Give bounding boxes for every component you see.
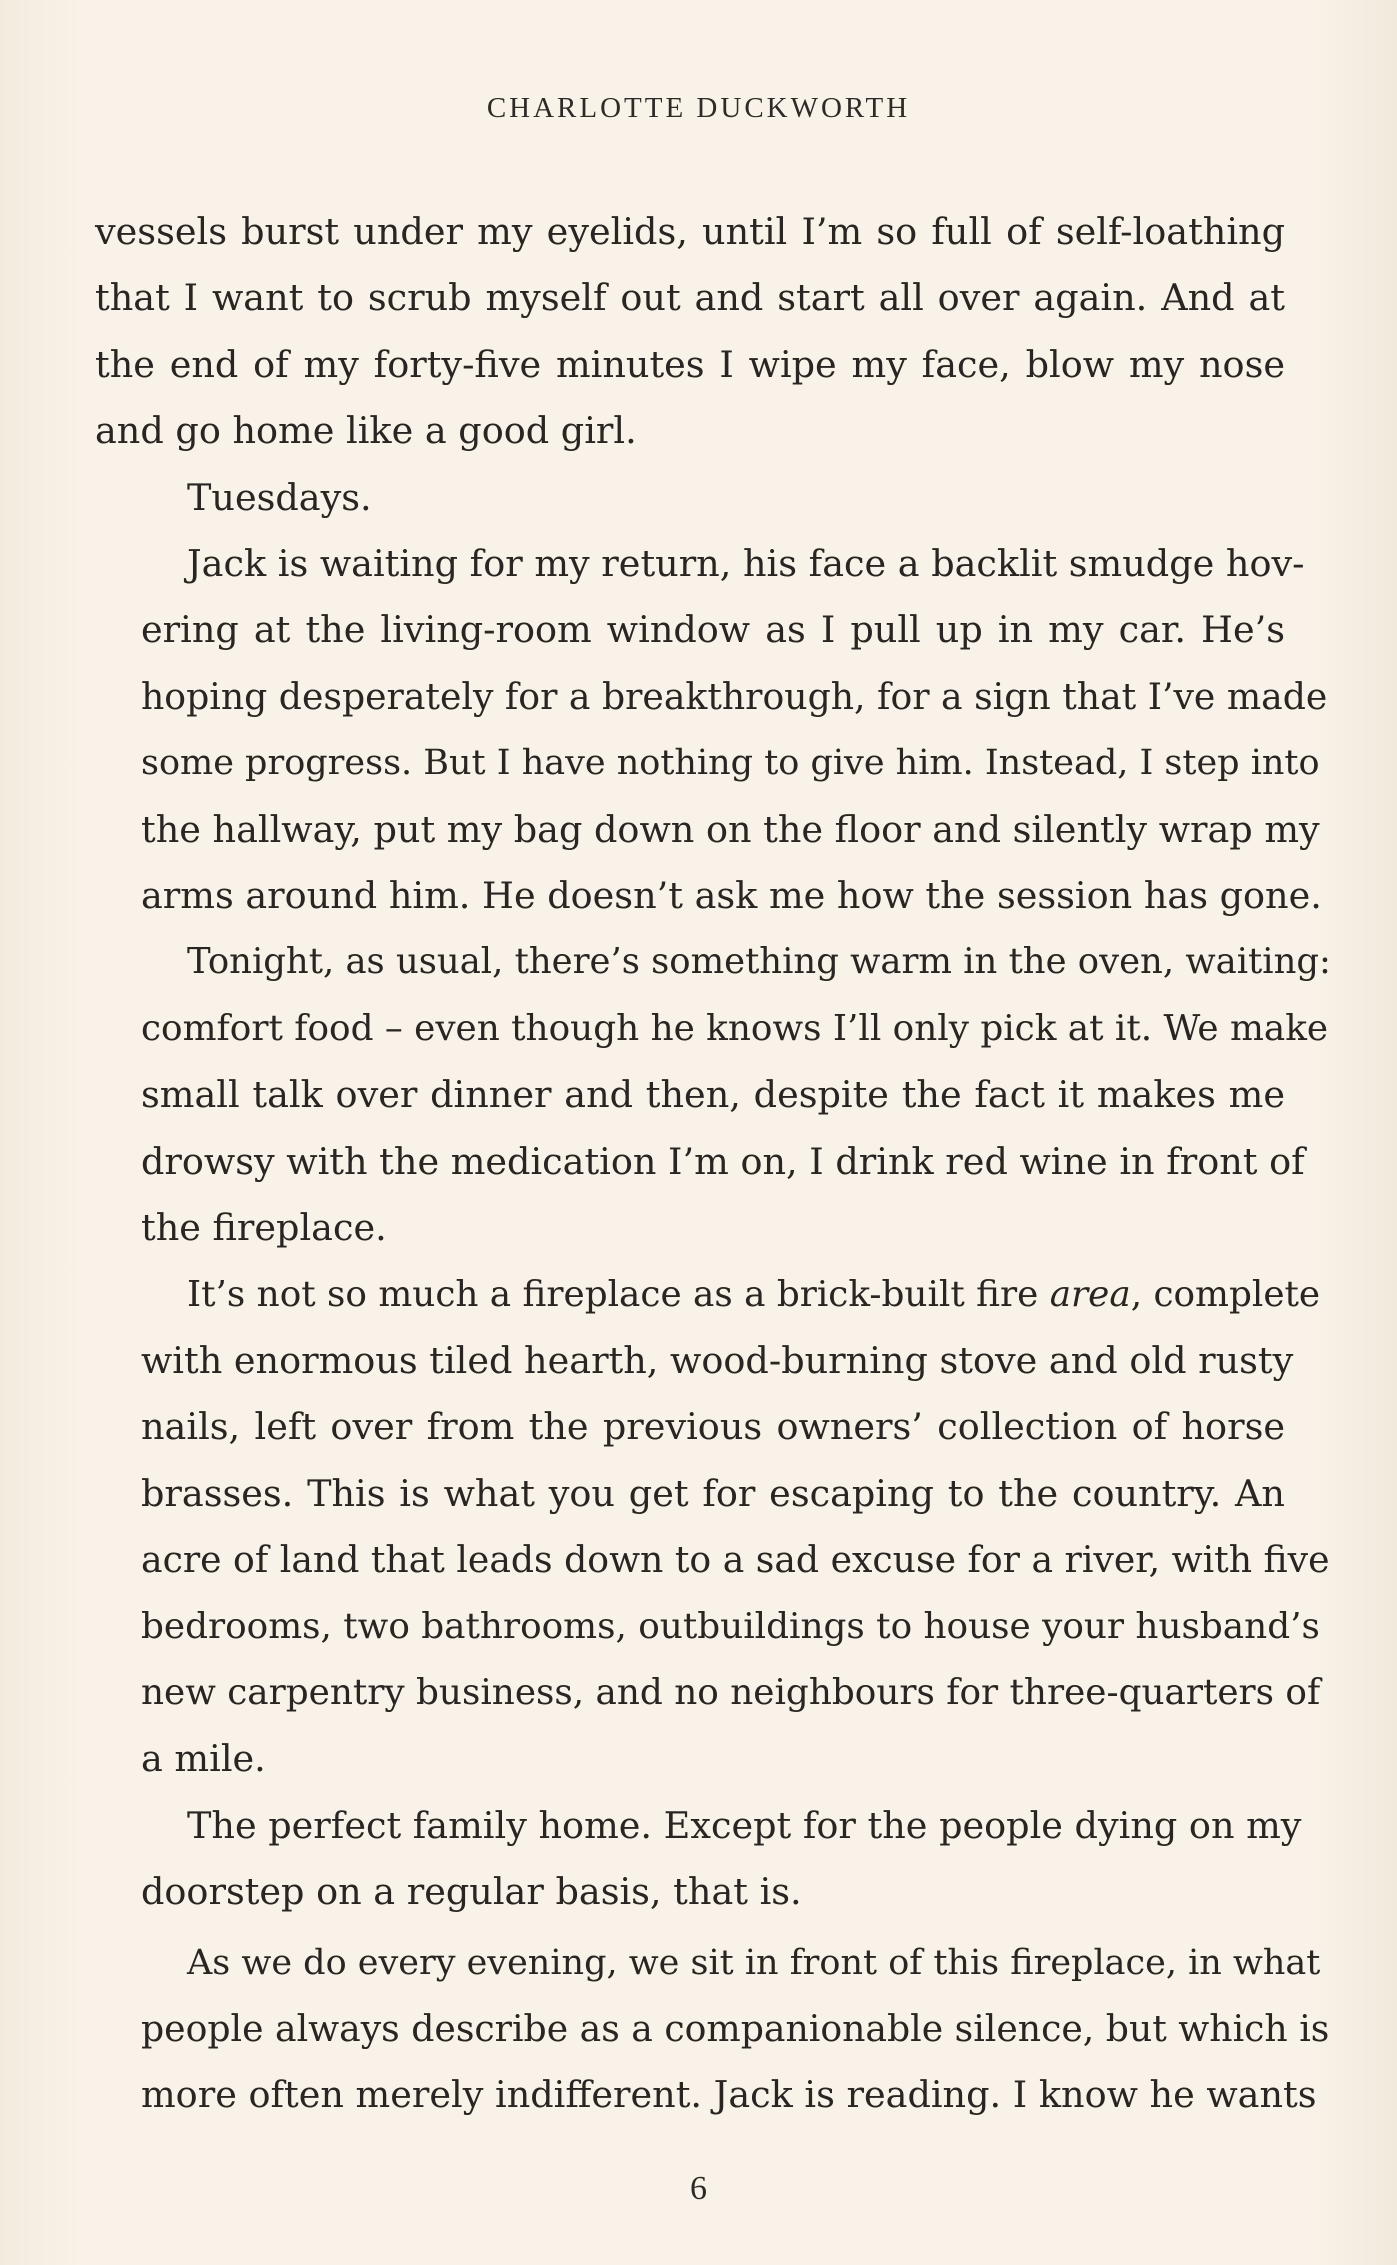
paragraph xyxy=(95,1262,1330,1793)
emphasis: area xyxy=(1049,1273,1131,1315)
text-line: comfort food – even though he knows I’ll only pick at it. We make xyxy=(141,1007,1329,1049)
text-line: The perfect family home. Except for the people dying on my xyxy=(187,1803,1302,1847)
paragraph xyxy=(95,1793,1302,1926)
paragraph xyxy=(95,199,1285,465)
text-line: Tuesdays. xyxy=(187,475,372,519)
text-line: drowsy with the medication I’m on, I drink red wine in front of xyxy=(141,1139,1305,1183)
text-line: arms around him. He doesn’t ask me how the session has gone. xyxy=(141,874,1322,918)
text-line: the hallway, put my bag down on the floor and silently wrap my xyxy=(141,807,1320,851)
text-line: Jack is waiting for my return, his face a backlit smudge hov- xyxy=(187,542,1305,586)
text-line: the end of my forty-five minutes I wipe my face, blow my nose xyxy=(95,342,1285,386)
running-head: CHARLOTTE DUCKWORTH xyxy=(486,92,911,124)
text-line: people always describe as a companionable silence, but which is xyxy=(141,2006,1330,2050)
text-line: with enormous tiled hearth, wood-burning stove and old rusty xyxy=(141,1338,1294,1382)
paragraph xyxy=(95,929,1331,1261)
text-line: the fireplace. xyxy=(141,1206,387,1250)
text-line: more often merely indifferent. Jack is reading. I know he wants xyxy=(141,2073,1317,2117)
text-line: a mile. xyxy=(141,1737,266,1781)
text-line: that I want to scrub myself out and start all over again. And at xyxy=(95,276,1285,320)
body-text xyxy=(95,199,1331,2129)
text-line: vessels burst under my eyelids, until I’m so full of self-loathing xyxy=(95,210,1285,253)
text-line: As we do every evening, we sit in front of this fireplace, in what xyxy=(187,1942,1321,1983)
paragraph xyxy=(95,1930,1330,2129)
text-line: ering at the living-room window as I pull up in my car. He’s xyxy=(141,608,1285,652)
text-line: nails, left over from the previous owners’ collection of horse xyxy=(141,1405,1285,1449)
text-line: It’s not so much a fireplace as a brick-built fire area, complete xyxy=(187,1273,1321,1315)
page-number: 6 xyxy=(690,2170,707,2207)
text-line: new carpentry business, and no neighbours for three-quarters of xyxy=(141,1671,1321,1713)
paragraph xyxy=(95,465,1285,531)
text-line: some progress. But I have nothing to give him. Instead, I step into xyxy=(141,743,1320,784)
text-line: brasses. This is what you get for escaping to the country. An xyxy=(141,1471,1285,1515)
text-line: bedrooms, two bathrooms, outbuildings to house your husband’s xyxy=(141,1605,1320,1647)
text-line: and go home like a good girl. xyxy=(95,409,637,453)
text-line: hoping desperately for a breakthrough, for a sign that I’ve made xyxy=(141,674,1328,718)
text-line: small talk over dinner and then, despite the fact it makes me xyxy=(141,1073,1285,1117)
paragraph xyxy=(95,531,1328,929)
text-line: doorstep on a regular basis, that is. xyxy=(141,1870,802,1914)
text-line: Tonight, as usual, there’s something warm in the oven, waiting: xyxy=(187,941,1331,983)
text-line: acre of land that leads down to a sad excuse for a river, with five xyxy=(141,1538,1330,1582)
